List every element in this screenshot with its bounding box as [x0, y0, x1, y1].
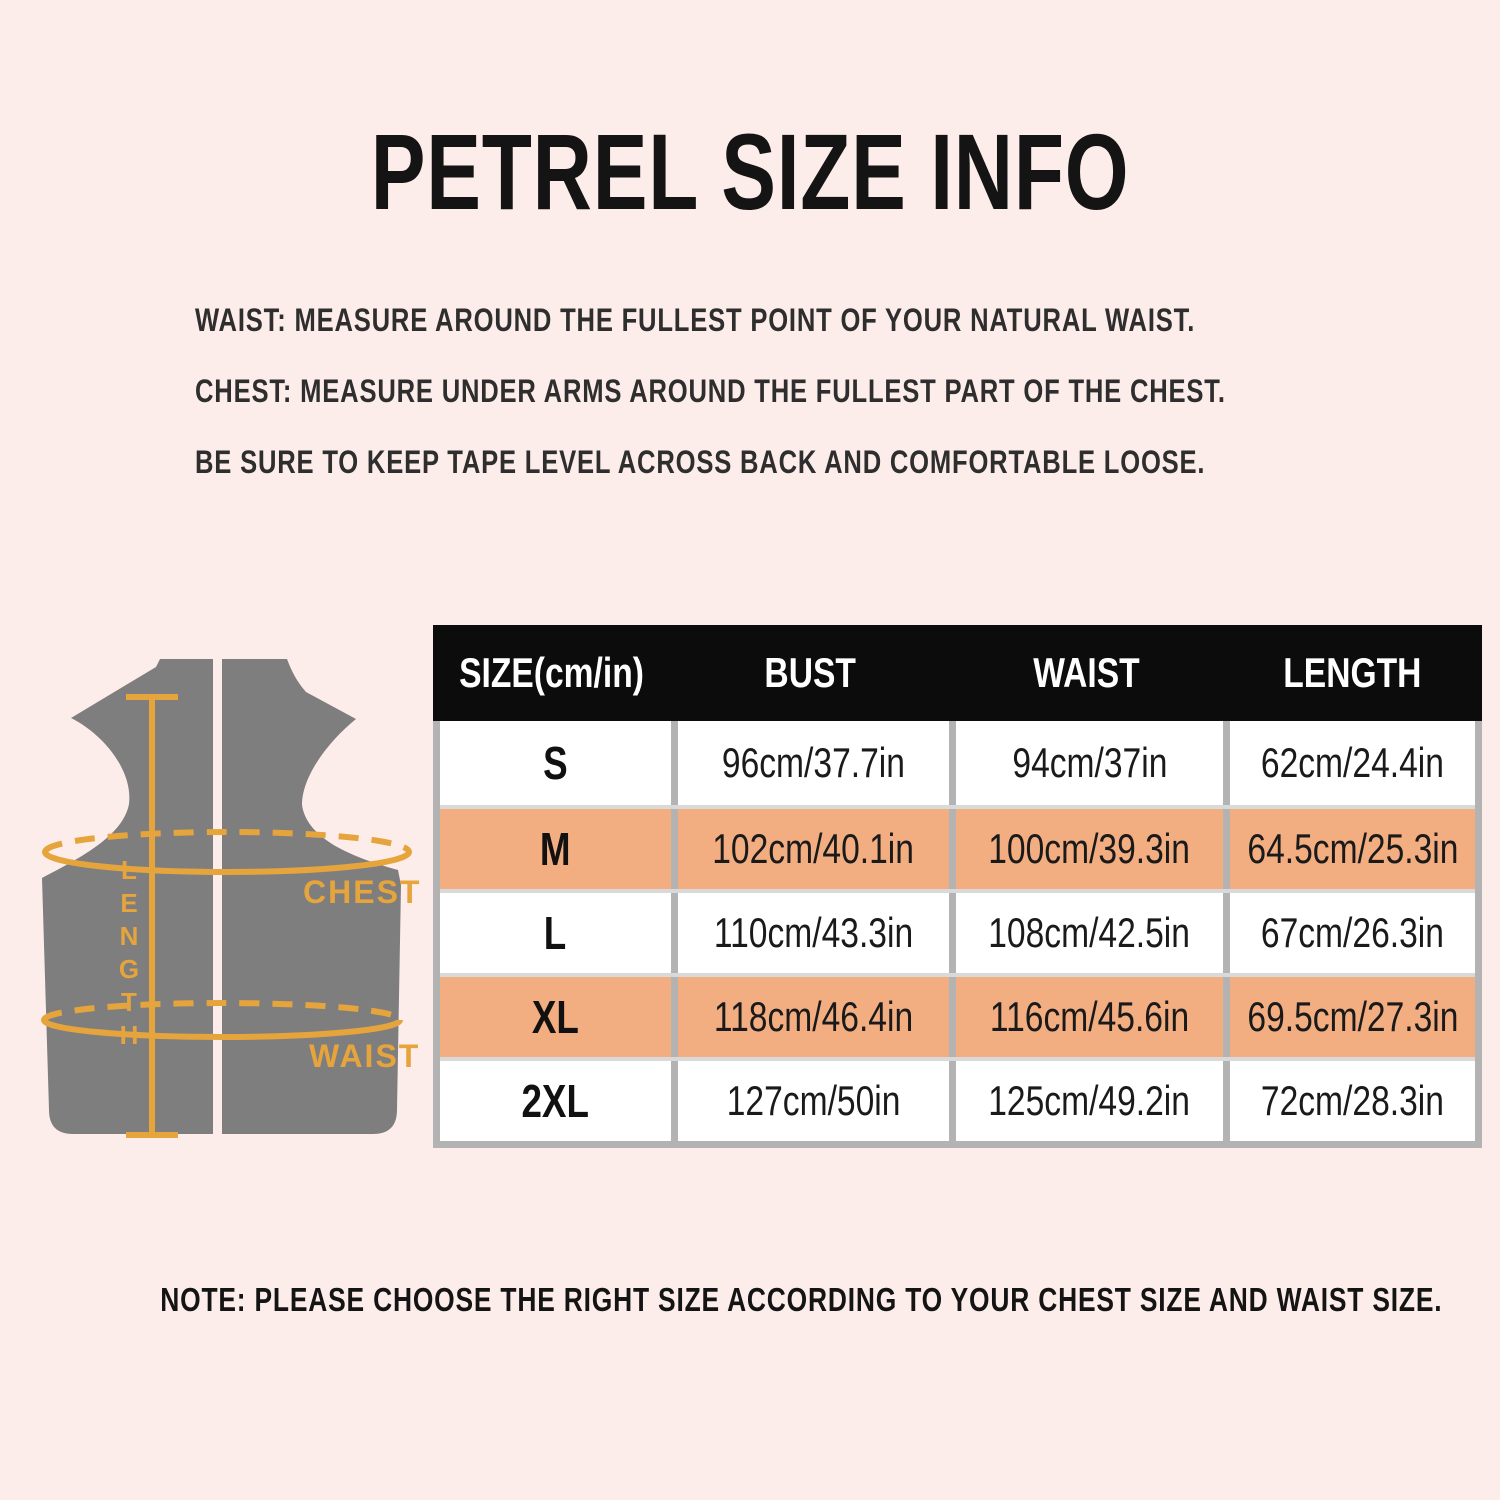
- cell-size: XL: [531, 991, 580, 1043]
- size-table-body: [433, 721, 1482, 1148]
- header-length: LENGTH: [1283, 649, 1422, 696]
- instruction-line-chest: CHEST: MEASURE UNDER ARMS AROUND THE FULLEST PART OF THE CHEST.: [195, 373, 1226, 409]
- cell-size: S: [543, 737, 568, 789]
- page-title: [0, 111, 1500, 232]
- size-table: [433, 625, 1482, 1148]
- cell-length: 64.5cm/25.3in: [1223, 809, 1475, 889]
- size-table-header: [433, 625, 1482, 721]
- instruction-line-waist: WAIST: MEASURE AROUND THE FULLEST POINT OF YOUR NATURAL WAIST.: [195, 302, 1196, 338]
- bottom-note: [0, 1278, 1500, 1322]
- cell-waist: 100cm/39.3in: [949, 809, 1223, 889]
- length-label: LENGTH: [114, 855, 144, 1053]
- cell-bust: 102cm/40.1in: [671, 809, 949, 889]
- cell-bust: 96cm/37.7in: [671, 721, 949, 805]
- chest-label: CHEST: [303, 874, 422, 910]
- cell-length: 72cm/28.3in: [1223, 1061, 1475, 1141]
- table-row-l: [440, 889, 1475, 973]
- cell-waist: 94cm/37in: [949, 721, 1223, 805]
- cell-length: 62cm/24.4in: [1223, 721, 1475, 805]
- cell-bust: 110cm/43.3in: [671, 893, 949, 973]
- cell-size: M: [540, 823, 571, 875]
- vest-measurement-diagram: [25, 630, 422, 1150]
- measuring-instructions: [195, 285, 1484, 498]
- header-bust: BUST: [764, 649, 856, 696]
- header-size: SIZE(cm/in): [459, 649, 645, 696]
- cell-size: 2XL: [521, 1075, 590, 1127]
- waist-label: WAIST: [309, 1038, 421, 1074]
- cell-bust: 127cm/50in: [671, 1061, 949, 1141]
- cell-bust: 118cm/46.4in: [671, 977, 949, 1057]
- cell-size: L: [544, 907, 567, 959]
- instruction-line-tape: BE SURE TO KEEP TAPE LEVEL ACROSS BACK AND COMFORTABLE LOOSE.: [195, 444, 1206, 480]
- table-row-xl: [440, 973, 1475, 1057]
- bottom-note-text: NOTE: PLEASE CHOOSE THE RIGHT SIZE ACCORDING TO YOUR CHEST SIZE AND WAIST SIZE.: [160, 1281, 1443, 1318]
- page-title-text: PETREL SIZE INFO: [370, 111, 1130, 232]
- table-row-2xl: [440, 1057, 1475, 1141]
- cell-waist: 116cm/45.6in: [949, 977, 1223, 1057]
- header-waist: WAIST: [1032, 649, 1140, 696]
- cell-waist: 125cm/49.2in: [949, 1061, 1223, 1141]
- cell-waist: 108cm/42.5in: [949, 893, 1223, 973]
- cell-length: 69.5cm/27.3in: [1223, 977, 1475, 1057]
- table-row-m: [440, 805, 1475, 889]
- cell-length: 67cm/26.3in: [1223, 893, 1475, 973]
- table-row-s: [440, 721, 1475, 805]
